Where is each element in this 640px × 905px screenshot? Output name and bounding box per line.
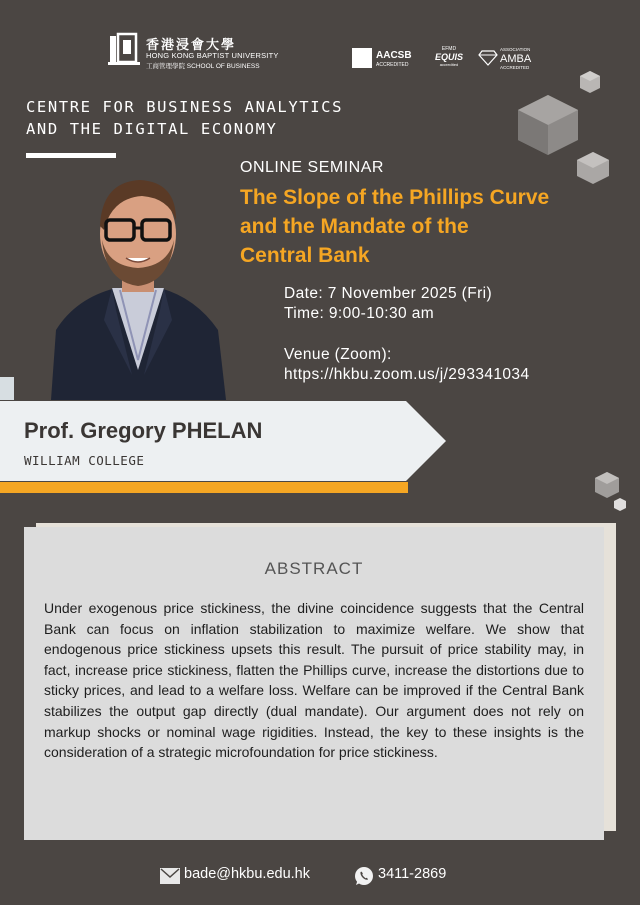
seminar-date: Date: 7 November 2025 (Fri)	[284, 285, 493, 302]
abstract-heading: ABSTRACT	[264, 559, 364, 578]
cube-small-top	[580, 71, 600, 93]
centre-name-line1: CENTRE FOR BUSINESS ANALYTICS	[26, 98, 344, 116]
aacsb-badge	[352, 44, 422, 72]
seminar-title	[240, 183, 600, 270]
amba-badge	[478, 44, 540, 72]
equis-top: EFMD	[441, 46, 457, 52]
amba-label: AMBA	[500, 53, 532, 65]
centre-name-line2: AND THE DIGITAL ECONOMY	[26, 120, 278, 138]
seminar-title-line: Central Bank	[240, 244, 370, 267]
speaker-name: Prof. Gregory PHELAN	[24, 418, 263, 443]
equis-label: EQUIS	[434, 52, 463, 62]
aacsb-square-icon	[352, 48, 372, 68]
whatsapp-icon	[354, 866, 374, 886]
seminar-venue	[284, 345, 529, 385]
school-name: 工商管理學院 SCHOOL OF BUSINESS	[146, 63, 260, 70]
seminar-title-line: and the Mandate of the	[240, 215, 469, 238]
hkbu-logo	[108, 32, 278, 76]
speaker-affiliation: WILLIAM COLLEGE	[24, 453, 145, 468]
hkbu-mark-icon	[108, 32, 140, 66]
email-address[interactable]: bade@hkbu.edu.hk	[184, 866, 310, 882]
decorative-tab	[0, 377, 14, 400]
seminar-title-line: The Slope of the Phillips Curve	[240, 186, 550, 209]
accent-bar	[0, 482, 408, 493]
amba-diamond-icon	[478, 50, 498, 66]
centre-underline	[26, 153, 116, 158]
venue-label: Venue (Zoom):	[284, 346, 392, 363]
seminar-datetime	[284, 284, 492, 324]
portrait-illustration	[46, 170, 230, 400]
phone-number[interactable]: 3411-2869	[378, 866, 447, 882]
cube-medium	[577, 152, 609, 184]
university-name-cn: 香港浸會大學	[146, 38, 237, 53]
speaker-portrait	[46, 170, 230, 400]
cube-large	[518, 95, 578, 155]
cube-small-right	[595, 472, 619, 498]
equis-badge	[428, 44, 470, 72]
amba-top: ASSOCIATION	[500, 47, 531, 52]
aacsb-label: AACSB	[376, 50, 412, 61]
centre-name	[26, 96, 343, 140]
university-name-en: HONG KONG BAPTIST UNIVERSITY	[146, 51, 279, 60]
seminar-time: Time: 9:00-10:30 am	[284, 305, 435, 322]
amba-sub: ACCREDITED	[500, 65, 530, 70]
abstract-text: Under exogenous price stickiness, the divine coincidence suggests that the Central Bank can focus on inflation stabilization to maximize welfare. We show that endogenous price stickiness upsets this result. The pursuit of price stability may, in fact, increase price stickiness, flatten the Phillips curve, increase the distortions due to sticky prices, and lead to a welfare loss. Welfare can be improved if the Central Bank stabilizes the output gap directly (dual mandate). Our argument does not rely on markup shocks or nominal wage rigidities. Instead, the key to these insights is the consideration of a strategic microfoundation for price stickiness.	[44, 600, 584, 761]
seminar-type: ONLINE SEMINAR	[240, 159, 384, 176]
cube-tiny-right	[614, 498, 626, 511]
aacsb-sub: ACCREDITED	[376, 62, 409, 68]
mail-icon	[160, 868, 180, 884]
zoom-link[interactable]: https://hkbu.zoom.us/j/293341034	[284, 366, 530, 383]
equis-sub: accredited	[439, 62, 459, 67]
